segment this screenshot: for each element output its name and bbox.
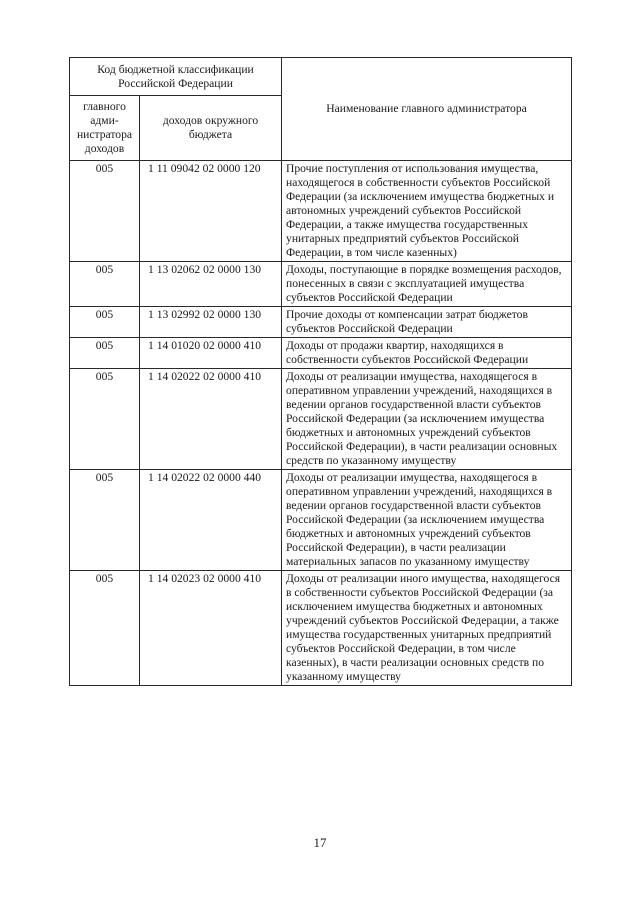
- admin-code-cell: 005: [70, 470, 140, 571]
- income-name-cell: Прочие поступления от использования имущества, находящегося в собственности субъектов Российской Федерации (за исключением имущества бюджетных и автономных учреждений субъектов Российской Федерации, а также имущества государственных унитарных предприятий субъектов Российской Федерации, в том числе казенных): [282, 161, 572, 262]
- table-body: [70, 161, 572, 686]
- table-row: [70, 161, 572, 262]
- admin-code-cell: 005: [70, 338, 140, 369]
- admin-code-cell: 005: [70, 262, 140, 307]
- income-name-cell: Доходы, поступающие в порядке возмещения расходов, понесенных в связи с эксплуатацией имущества субъектов Российской Федерации: [282, 262, 572, 307]
- table-header: [70, 58, 572, 161]
- table-row: [70, 571, 572, 686]
- table-row: [70, 307, 572, 338]
- admin-code-cell: 005: [70, 307, 140, 338]
- income-code-cell: 1 13 02062 02 0000 130: [140, 262, 282, 307]
- income-code-cell: 1 14 01020 02 0000 410: [140, 338, 282, 369]
- income-code-cell: 1 13 02992 02 0000 130: [140, 307, 282, 338]
- income-code-cell: 1 11 09042 02 0000 120: [140, 161, 282, 262]
- income-code-cell: 1 14 02022 02 0000 410: [140, 369, 282, 470]
- budget-classification-code-header: Код бюджетной классификации Российской Федерации: [70, 58, 282, 96]
- income-name-cell: Доходы от реализации имущества, находящегося в оперативном управлении учреждений, находящихся в ведении органов государственной власти субъектов Российской Федерации (за исключением имущества бюджетных и автономных учреждений субъектов Российской Федерации), в части реализации основных средств по указанному имуществу: [282, 369, 572, 470]
- income-code-cell: 1 14 02022 02 0000 440: [140, 470, 282, 571]
- income-name-cell: Доходы от продажи квартир, находящихся в собственности субъектов Российской Федерации: [282, 338, 572, 369]
- revenue-administrators-table: [69, 57, 572, 686]
- administrator-name-header: Наименование главного администратора: [282, 58, 572, 161]
- table-row: [70, 470, 572, 571]
- admin-code-cell: 005: [70, 161, 140, 262]
- admin-code-cell: 005: [70, 369, 140, 470]
- district-budget-income-column-header: доходов окружного бюджета: [140, 96, 282, 161]
- table-row: [70, 369, 572, 470]
- income-name-cell: Доходы от реализации имущества, находящегося в оперативном управлении учреждений, находящихся в ведении органов государственной власти субъектов Российской Федерации (за исключением имущества бюджетных и автономных учреждений субъектов Российской Федерации), в части реализации материальных запасов по указанному имуществу: [282, 470, 572, 571]
- table-row: [70, 338, 572, 369]
- page-number: 17: [313, 835, 327, 850]
- admin-code-cell: 005: [70, 571, 140, 686]
- income-code-cell: 1 14 02023 02 0000 410: [140, 571, 282, 686]
- income-name-cell: Прочие доходы от компенсации затрат бюджетов субъектов Российской Федерации: [282, 307, 572, 338]
- table-row: [70, 262, 572, 307]
- chief-administrator-column-header: главного адми-нистратора доходов: [70, 96, 140, 161]
- income-name-cell: Доходы от реализации иного имущества, находящегося в собственности субъектов Российской Федерации (за исключением имущества бюджетных и автономных учреждений субъектов Российской Федерации, а также имущества государственных унитарных предприятий субъектов Российской Федерации, в том числе казенных), в части реализации основных средств по указанному имуществу: [282, 571, 572, 686]
